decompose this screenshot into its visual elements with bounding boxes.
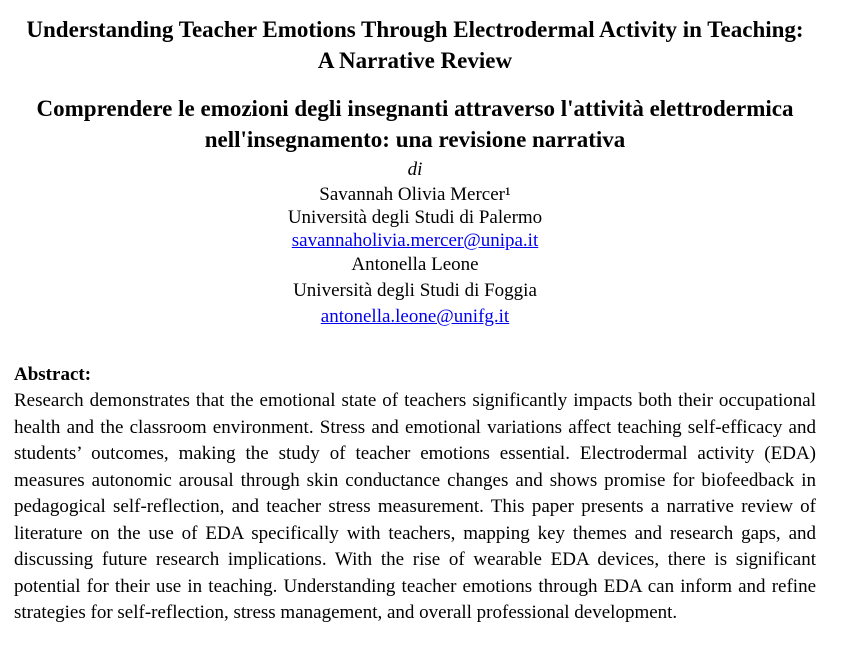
author-email-1-wrapper [14, 229, 816, 252]
abstract-heading: Abstract: [14, 364, 92, 385]
abstract-text: Research demonstrates that the emotional state of teachers significantly impacts both their occupational health and the classroom environment. Stress and emotional variations affect teaching self-efficacy and students’ outcomes, making the study of teacher emotions essential. Electrodermal activity (EDA) measures autonomic arousal through skin conductance changes and shows promise for biofeedback in pedagogical self-reflection, and teacher stress measurement. This paper presents a narrative review of literature on the use of EDA specifically with teachers, mapping key themes and research gaps, and discussing future research implications. With the rise of wearable EDA devices, there is significant potential for their use in teaching. Understanding teacher emotions through EDA can inform and refine strategies for self-reflection, stress management, and overall professional development. [14, 390, 816, 623]
title-italian [14, 76, 816, 155]
byline: di [407, 159, 423, 180]
title-italian-line-2: nell'insegnamento: una revisione narrativa [204, 127, 626, 152]
author-email-link-1[interactable]: savannaholivia.mercer@unipa.it [291, 230, 539, 251]
author-affiliation-1: Università degli Studi di Palermo [287, 207, 543, 228]
title-italian-line-1: Comprendere le emozioni degli insegnanti attraverso l'attività elettrodermica [36, 96, 794, 121]
author-name-1: Savannah Olivia Mercer¹ [319, 184, 511, 205]
author-email-2-wrapper [14, 304, 816, 330]
author-affiliation-2: Università degli Studi di Foggia [293, 280, 537, 301]
author-email-link-2[interactable]: antonella.leone@unifg.it [320, 306, 510, 327]
title-english-line-1: Understanding Teacher Emotions Through Electrodermal Activity in Teaching: [26, 17, 804, 42]
author-block [14, 157, 816, 330]
title-english [14, 0, 816, 76]
title-english-line-2: A Narrative Review [317, 48, 513, 73]
author-name-2: Antonella Leone [351, 254, 479, 275]
